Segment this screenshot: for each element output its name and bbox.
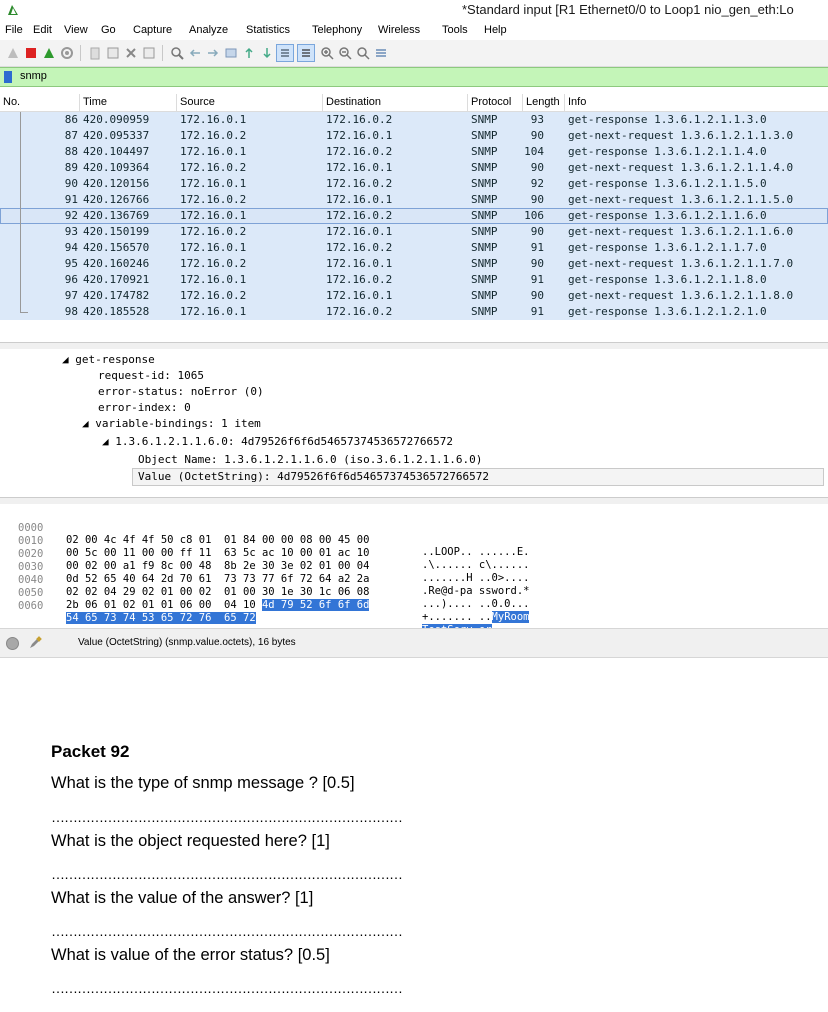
detail-error-index[interactable]: error-index: 0 [98, 401, 191, 414]
hex-dump [0, 504, 828, 624]
packet-protocol: SNMP [471, 257, 498, 270]
packet-destination: 172.16.0.2 [326, 177, 393, 190]
packet-protocol: SNMP [471, 161, 498, 174]
hex-offset: 0000 [18, 522, 44, 534]
open-file-icon[interactable] [86, 44, 104, 62]
title-bar [0, 0, 828, 22]
column-divider [322, 94, 323, 111]
reload-file-icon[interactable] [140, 44, 158, 62]
hex-bytes-selected[interactable]: 54 65 73 74 53 65 72 76 65 72 [66, 612, 256, 624]
packet-number: 90 [64, 177, 78, 190]
packet-source: 172.16.0.1 [180, 241, 247, 254]
resize-columns-icon[interactable] [372, 44, 390, 62]
packet-destination: 172.16.0.1 [326, 161, 393, 174]
column-source[interactable]: Source [180, 96, 215, 108]
hex-bytes-selected[interactable]: 4d 79 52 6f 6f 6d [261, 599, 370, 611]
packet-time: 420.185528 [83, 305, 150, 318]
packet-number: 86 [64, 113, 78, 126]
menu-analyze[interactable]: Analyze [189, 24, 229, 36]
question-3: What is the value of the answer? [1] [51, 889, 314, 907]
wireshark-fin-icon [6, 3, 20, 17]
packet-row[interactable] [0, 192, 828, 208]
expert-info-icon[interactable] [6, 637, 19, 650]
save-file-icon[interactable] [104, 44, 122, 62]
answer-line-4[interactable]: ……………………………………………………………………… [51, 980, 402, 996]
menu-view[interactable]: View [64, 24, 88, 36]
packet-protocol: SNMP [471, 289, 498, 302]
packet-length: 106 [524, 209, 544, 222]
hex-bytes[interactable]: 02 00 4c 4f 4f 50 c8 01 01 84 00 00 08 00 45 00 [66, 534, 370, 546]
packet-destination: 172.16.0.2 [326, 273, 393, 286]
packet-source: 172.16.0.2 [180, 161, 247, 174]
go-to-packet-icon[interactable] [222, 44, 240, 62]
zoom-in-icon[interactable] [318, 44, 336, 62]
hex-bytes-plain[interactable]: 2b 06 01 02 01 01 06 00 04 10 [66, 599, 262, 611]
menu-capture[interactable]: Capture [133, 24, 173, 36]
packet-info: get-next-request 1.3.6.1.2.1.1.4.0 [568, 161, 794, 174]
packet-row[interactable] [0, 208, 828, 224]
packet-number: 95 [64, 257, 78, 270]
packet-protocol: SNMP [471, 209, 498, 222]
detail-variable-bindings[interactable]: ◢ variable-bindings: 1 item [82, 417, 261, 430]
main-toolbar [0, 40, 828, 67]
question-4: What is value of the error status? [0.5] [51, 946, 330, 964]
column-time[interactable]: Time [83, 96, 108, 108]
packet-source: 172.16.0.1 [180, 305, 247, 318]
packet-length: 91 [530, 241, 544, 254]
packet-length: 91 [530, 305, 544, 318]
colorize-icon[interactable] [297, 44, 315, 62]
display-filter-input[interactable]: snmp [20, 70, 47, 82]
packet-time: 420.120156 [83, 177, 150, 190]
packet-protocol: SNMP [471, 225, 498, 238]
packet-protocol: SNMP [471, 273, 498, 286]
column-divider [564, 94, 565, 111]
packet-row[interactable] [0, 112, 828, 128]
answer-line-2[interactable]: ……………………………………………………………………… [51, 866, 402, 882]
menu-telephony[interactable]: Telephony [312, 24, 363, 36]
packet-length: 90 [530, 161, 544, 174]
packet-list [0, 92, 828, 342]
packet-info: get-response 1.3.6.1.2.1.1.3.0 [568, 113, 767, 126]
menu-go[interactable]: Go [101, 24, 116, 36]
packet-number: 93 [64, 225, 78, 238]
packet-destination: 172.16.0.2 [326, 241, 393, 254]
hex-ascii[interactable]: .\...... c\...... [422, 559, 530, 571]
packet-protocol: SNMP [471, 129, 498, 142]
packet-destination: 172.16.0.1 [326, 289, 393, 302]
packet-source: 172.16.0.2 [180, 257, 247, 270]
packet-source: 172.16.0.1 [180, 113, 247, 126]
column-destination[interactable]: Destination [326, 96, 382, 108]
packet-time: 420.174782 [83, 289, 150, 302]
packet-info: get-response 1.3.6.1.2.1.1.7.0 [568, 241, 767, 254]
packet-time: 420.160246 [83, 257, 150, 270]
answer-line-3[interactable]: ……………………………………………………………………… [51, 923, 402, 939]
packet-info: get-response 1.3.6.1.2.1.2.1.0 [568, 305, 767, 318]
packet-protocol: SNMP [471, 177, 498, 190]
packet-info: get-next-request 1.3.6.1.2.1.1.6.0 [568, 225, 794, 238]
detail-get-response[interactable]: ◢ get-response [62, 353, 155, 366]
menu-edit[interactable]: Edit [33, 24, 52, 36]
packet-protocol: SNMP [471, 113, 498, 126]
auto-scroll-icon[interactable] [276, 44, 294, 62]
packet-protocol: SNMP [471, 145, 498, 158]
packet-time: 420.095337 [83, 129, 150, 142]
packet-source: 172.16.0.1 [180, 177, 247, 190]
packet-length: 104 [524, 145, 544, 158]
packet-info: get-next-request 1.3.6.1.2.1.1.8.0 [568, 289, 794, 302]
hex-ascii[interactable] [422, 611, 529, 623]
packet-details [0, 349, 828, 497]
packet-list-header [0, 94, 828, 112]
menu-bar [0, 21, 828, 40]
column-protocol[interactable]: Protocol [471, 96, 512, 108]
go-back-icon[interactable] [186, 44, 204, 62]
detail-error-status[interactable]: error-status: noError (0) [98, 385, 264, 398]
hex-offset: 0020 [18, 548, 44, 560]
detail-value-octetstring[interactable]: Value (OctetString): 4d79526f6f6d54657374536572766572 [138, 470, 489, 483]
column-divider [176, 94, 177, 111]
packet-time: 420.156570 [83, 241, 150, 254]
packet-row[interactable] [0, 160, 828, 176]
packet-destination: 172.16.0.1 [326, 193, 393, 206]
menu-tools[interactable]: Tools [442, 24, 468, 36]
packet-row[interactable] [0, 224, 828, 240]
packet-length: 90 [530, 289, 544, 302]
bookmark-icon[interactable] [4, 71, 12, 83]
hex-offset: 0030 [18, 561, 44, 573]
packet-row[interactable] [0, 256, 828, 272]
packet-length: 90 [530, 225, 544, 238]
packet-number: 94 [64, 241, 78, 254]
go-forward-icon[interactable] [204, 44, 222, 62]
stop-capture-icon[interactable] [22, 44, 40, 62]
menu-file[interactable]: File [5, 24, 23, 36]
hex-offset: 0010 [18, 535, 44, 547]
question-1: What is the type of snmp message ? [0.5] [51, 774, 355, 792]
packet-destination: 172.16.0.2 [326, 145, 393, 158]
packet-time: 420.104497 [83, 145, 150, 158]
packet-number: 91 [64, 193, 78, 206]
packet-source: 172.16.0.1 [180, 273, 247, 286]
packet-source: 172.16.0.2 [180, 225, 247, 238]
column-divider [79, 94, 80, 111]
menu-statistics[interactable]: Statistics [246, 24, 291, 36]
packet-length: 91 [530, 273, 544, 286]
zoom-out-icon[interactable] [336, 44, 354, 62]
packet-length: 90 [530, 193, 544, 206]
packet-protocol: SNMP [471, 305, 498, 318]
packet-number: 96 [64, 273, 78, 286]
go-last-packet-icon[interactable] [258, 44, 276, 62]
menu-help[interactable]: Help [484, 24, 507, 36]
restart-capture-icon[interactable] [40, 44, 58, 62]
packet-info: get-response 1.3.6.1.2.1.1.4.0 [568, 145, 767, 158]
find-packet-icon[interactable] [168, 44, 186, 62]
conversation-line [20, 112, 21, 312]
packet-source: 172.16.0.1 [180, 209, 247, 222]
hex-ascii[interactable]: .Re@d-pa ssword.* [422, 585, 530, 597]
hex-bytes[interactable]: 0d 52 65 40 64 2d 70 61 73 73 77 6f 72 64 a2 2a [66, 573, 370, 585]
packet-source: 172.16.0.1 [180, 145, 247, 158]
packet-number: 88 [64, 145, 78, 158]
hex-ascii[interactable]: ...).... ..0.0... [422, 598, 530, 610]
packet-number: 92 [64, 209, 78, 222]
packet-destination: 172.16.0.2 [326, 209, 393, 222]
edit-comment-icon[interactable] [28, 636, 42, 650]
column-info[interactable]: Info [568, 96, 587, 108]
packet-info: get-response 1.3.6.1.2.1.1.5.0 [568, 177, 767, 190]
packet-time: 420.150199 [83, 225, 150, 238]
packet-time: 420.136769 [83, 209, 150, 222]
packet-protocol: SNMP [471, 193, 498, 206]
packet-destination: 172.16.0.2 [326, 305, 393, 318]
hex-bytes[interactable] [66, 599, 369, 611]
packet-row[interactable] [0, 304, 828, 320]
packet-time: 420.090959 [83, 113, 150, 126]
hex-ascii[interactable]: .......H ..0>.... [422, 572, 530, 584]
hex-bytes[interactable]: 02 02 04 29 02 01 00 02 01 00 30 1e 30 1c 06 08 [66, 586, 370, 598]
packet-time: 420.126766 [83, 193, 150, 206]
packet-info: get-next-request 1.3.6.1.2.1.1.3.0 [568, 129, 794, 142]
packet-number: 98 [64, 305, 78, 318]
window-title: *Standard input [R1 Ethernet0/0 to Loop1 nio_gen_eth:Lo [462, 2, 794, 17]
detail-object-name[interactable]: Object Name: 1.3.6.1.2.1.1.6.0 (iso.3.6.1.2.1.1.6.0) [138, 453, 483, 466]
question-2: What is the object requested here? [1] [51, 832, 330, 850]
packet-info: get-next-request 1.3.6.1.2.1.1.7.0 [568, 257, 794, 270]
status-field-info: Value (OctetString) (snmp.value.octets), 16 bytes [78, 637, 296, 648]
packet-length: 90 [530, 257, 544, 270]
conversation-line-end [20, 312, 28, 313]
packet-time: 420.170921 [83, 273, 150, 286]
column-divider [522, 94, 523, 111]
packet-length: 93 [530, 113, 544, 126]
toolbar-separator [162, 45, 163, 61]
detail-binding-item[interactable]: ◢ 1.3.6.1.2.1.1.6.0: 4d79526f6f6d54657374536572766572 [102, 435, 453, 448]
hex-bytes[interactable]: 00 02 00 a1 f9 8c 00 48 8b 2e 30 3e 02 01 00 04 [66, 560, 370, 572]
capture-options-icon[interactable] [58, 44, 76, 62]
packet-row[interactable] [0, 144, 828, 160]
hex-bytes[interactable] [66, 612, 256, 624]
hex-ascii-selected[interactable]: MyRoom [491, 611, 530, 623]
packet-row[interactable] [0, 288, 828, 304]
packet-protocol: SNMP [471, 241, 498, 254]
packet-row[interactable] [0, 128, 828, 144]
hex-offset: 0060 [18, 600, 44, 612]
packet-info: get-next-request 1.3.6.1.2.1.1.5.0 [568, 193, 794, 206]
packet-source: 172.16.0.2 [180, 129, 247, 142]
packet-info: get-response 1.3.6.1.2.1.1.8.0 [568, 273, 767, 286]
packet-destination: 172.16.0.1 [326, 129, 393, 142]
zoom-reset-icon[interactable] [354, 44, 372, 62]
packet-row[interactable] [0, 272, 828, 288]
packet-row[interactable] [0, 176, 828, 192]
packet-time: 420.109364 [83, 161, 150, 174]
hex-ascii-plain[interactable]: +....... .. [422, 611, 492, 623]
packet-length: 90 [530, 129, 544, 142]
column-divider [467, 94, 468, 111]
packet-info: get-response 1.3.6.1.2.1.1.6.0 [568, 209, 767, 222]
display-filter-bar[interactable] [0, 67, 828, 87]
quiz-title: Packet 92 [51, 742, 130, 761]
packet-destination: 172.16.0.1 [326, 225, 393, 238]
go-first-packet-icon[interactable] [240, 44, 258, 62]
status-bar [0, 628, 828, 658]
packet-number: 97 [64, 289, 78, 302]
packet-source: 172.16.0.2 [180, 289, 247, 302]
packet-length: 92 [530, 177, 544, 190]
packet-destination: 172.16.0.2 [326, 113, 393, 126]
hex-offset: 0050 [18, 587, 44, 599]
toolbar-separator [80, 45, 81, 61]
menu-wireless[interactable]: Wireless [378, 24, 421, 36]
packet-row[interactable] [0, 240, 828, 256]
column-no[interactable]: No. [3, 96, 21, 108]
packet-destination: 172.16.0.1 [326, 257, 393, 270]
close-file-icon[interactable] [122, 44, 140, 62]
hex-bytes[interactable]: 00 5c 00 11 00 00 ff 11 63 5c ac 10 00 01 ac 10 [66, 547, 370, 559]
packet-source: 172.16.0.2 [180, 193, 247, 206]
hex-ascii[interactable]: ..LOOP.. ......E. [422, 546, 530, 558]
detail-request-id[interactable]: request-id: 1065 [98, 369, 204, 382]
hex-offset: 0040 [18, 574, 44, 586]
column-length[interactable]: Length [526, 96, 560, 108]
packet-number: 89 [64, 161, 78, 174]
start-capture-icon[interactable] [4, 44, 22, 62]
answer-line-1[interactable]: ……………………………………………………………………… [51, 809, 402, 825]
packet-number: 87 [64, 129, 78, 142]
